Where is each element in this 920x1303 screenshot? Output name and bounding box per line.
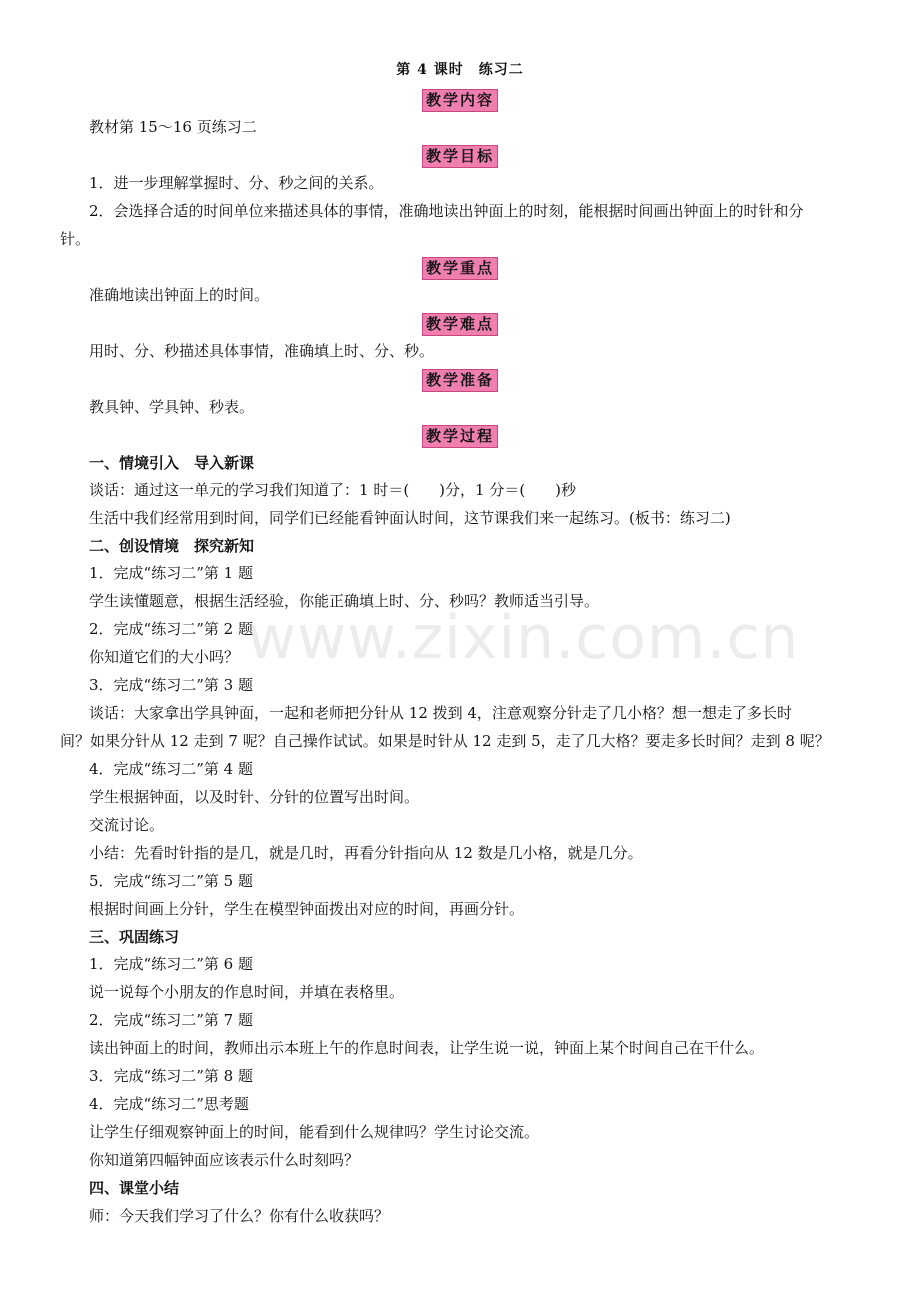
exercise-item: 3．完成“练习二”第 3 题 (89, 676, 253, 694)
paragraph: 小结：先看时针指的是几，就是几时，再看分针指向从 12 数是几小格，就是几分。 (89, 844, 643, 862)
paragraph: 学生读懂题意，根据生活经验，你能正确填上时、分、秒吗？教师适当引导。 (89, 592, 600, 610)
exercise-item: 5．完成“练习二”第 5 题 (89, 872, 253, 890)
paragraph: 你知道第四幅钟面应该表示什么时刻吗？ (89, 1151, 360, 1169)
paragraph: 生活中我们经常用到时间，同学们已经能看钟面认时间，这节课我们来一起练习。(板书：练习二) (89, 509, 731, 527)
paragraph: 你知道它们的大小吗？ (89, 648, 240, 666)
exercise-item: 2．完成“练习二”第 2 题 (89, 620, 253, 638)
paragraph-cont: 间？如果分针从 12 走到 7 呢？自己操作试试。如果是时针从 12 走到 5，走了几大格？要走多长时间？走到 8 呢？ (60, 732, 830, 750)
section-title: 四、课堂小结 (89, 1179, 180, 1197)
exercise-item: 4．完成“练习二”思考题 (89, 1095, 249, 1113)
paragraph: 谈话：大家拿出学具钟面，一起和老师把分针从 12 拨到 4，注意观察分针走了几小格？想一想走了多长时 (89, 704, 792, 722)
heading-difficulty-wrap (0, 313, 920, 336)
lesson-title: 第 4 课时 练习二 (396, 62, 524, 78)
paragraph: 交流讨论。 (89, 816, 165, 834)
section-title: 一、情境引入 导入新课 (89, 454, 255, 472)
paragraph: 根据时间画上分针，学生在模型钟面拨出对应的时间，再画分针。 (89, 900, 525, 918)
content-text: 教材第 15～16 页练习二 (89, 118, 257, 136)
paragraph: 说一说每个小朋友的作息时间，并填在表格里。 (89, 983, 405, 1001)
section-heading-content: 教学内容 (422, 89, 498, 112)
heading-content-wrap (0, 89, 920, 112)
paragraph: 师：今天我们学习了什么？你有什么收获吗？ (89, 1207, 390, 1225)
section-heading-prep: 教学准备 (422, 369, 498, 392)
exercise-item: 2．完成“练习二”第 7 题 (89, 1011, 253, 1029)
prep-text: 教具钟、学具钟、秒表。 (89, 398, 255, 416)
difficulty-text: 用时、分、秒描述具体事情，准确填上时、分、秒。 (89, 342, 435, 360)
exercise-item: 3．完成“练习二”第 8 题 (89, 1067, 253, 1085)
heading-key-wrap (0, 257, 920, 280)
exercise-item: 1．完成“练习二”第 6 题 (89, 955, 253, 973)
key-text: 准确地读出钟面上的时间。 (89, 286, 270, 304)
goal-item: 1．进一步理解掌握时、分、秒之间的关系。 (89, 174, 384, 192)
goal-item-cont: 针。 (60, 230, 91, 248)
paragraph: 谈话：通过这一单元的学习我们知道了：1 时＝( )分，1 分＝( )秒 (89, 481, 577, 499)
heading-goals-wrap (0, 145, 920, 168)
exercise-item: 1．完成“练习二”第 1 题 (89, 564, 253, 582)
section-heading-process: 教学过程 (422, 425, 498, 448)
section-title: 三、巩固练习 (89, 928, 180, 946)
section-heading-difficulty: 教学难点 (422, 313, 498, 336)
section-heading-key: 教学重点 (422, 257, 498, 280)
exercise-item: 4．完成“练习二”第 4 题 (89, 760, 253, 778)
watermark: www.zixin.com.cn (247, 603, 800, 673)
section-heading-goals: 教学目标 (422, 145, 498, 168)
heading-process-wrap (0, 425, 920, 448)
paragraph: 让学生仔细观察钟面上的时间，能看到什么规律吗？学生讨论交流。 (89, 1123, 540, 1141)
heading-prep-wrap (0, 369, 920, 392)
paragraph: 学生根据钟面，以及时针、分针的位置写出时间。 (89, 788, 420, 806)
goal-item: 2．会选择合适的时间单位来描述具体的事情，准确地读出钟面上的时刻，能根据时间画出钟面上的时针和分 (89, 202, 804, 220)
section-title: 二、创设情境 探究新知 (89, 537, 255, 555)
paragraph: 读出钟面上的时间，教师出示本班上午的作息时间表，让学生说一说，钟面上某个时间自己在干什么。 (89, 1039, 765, 1057)
